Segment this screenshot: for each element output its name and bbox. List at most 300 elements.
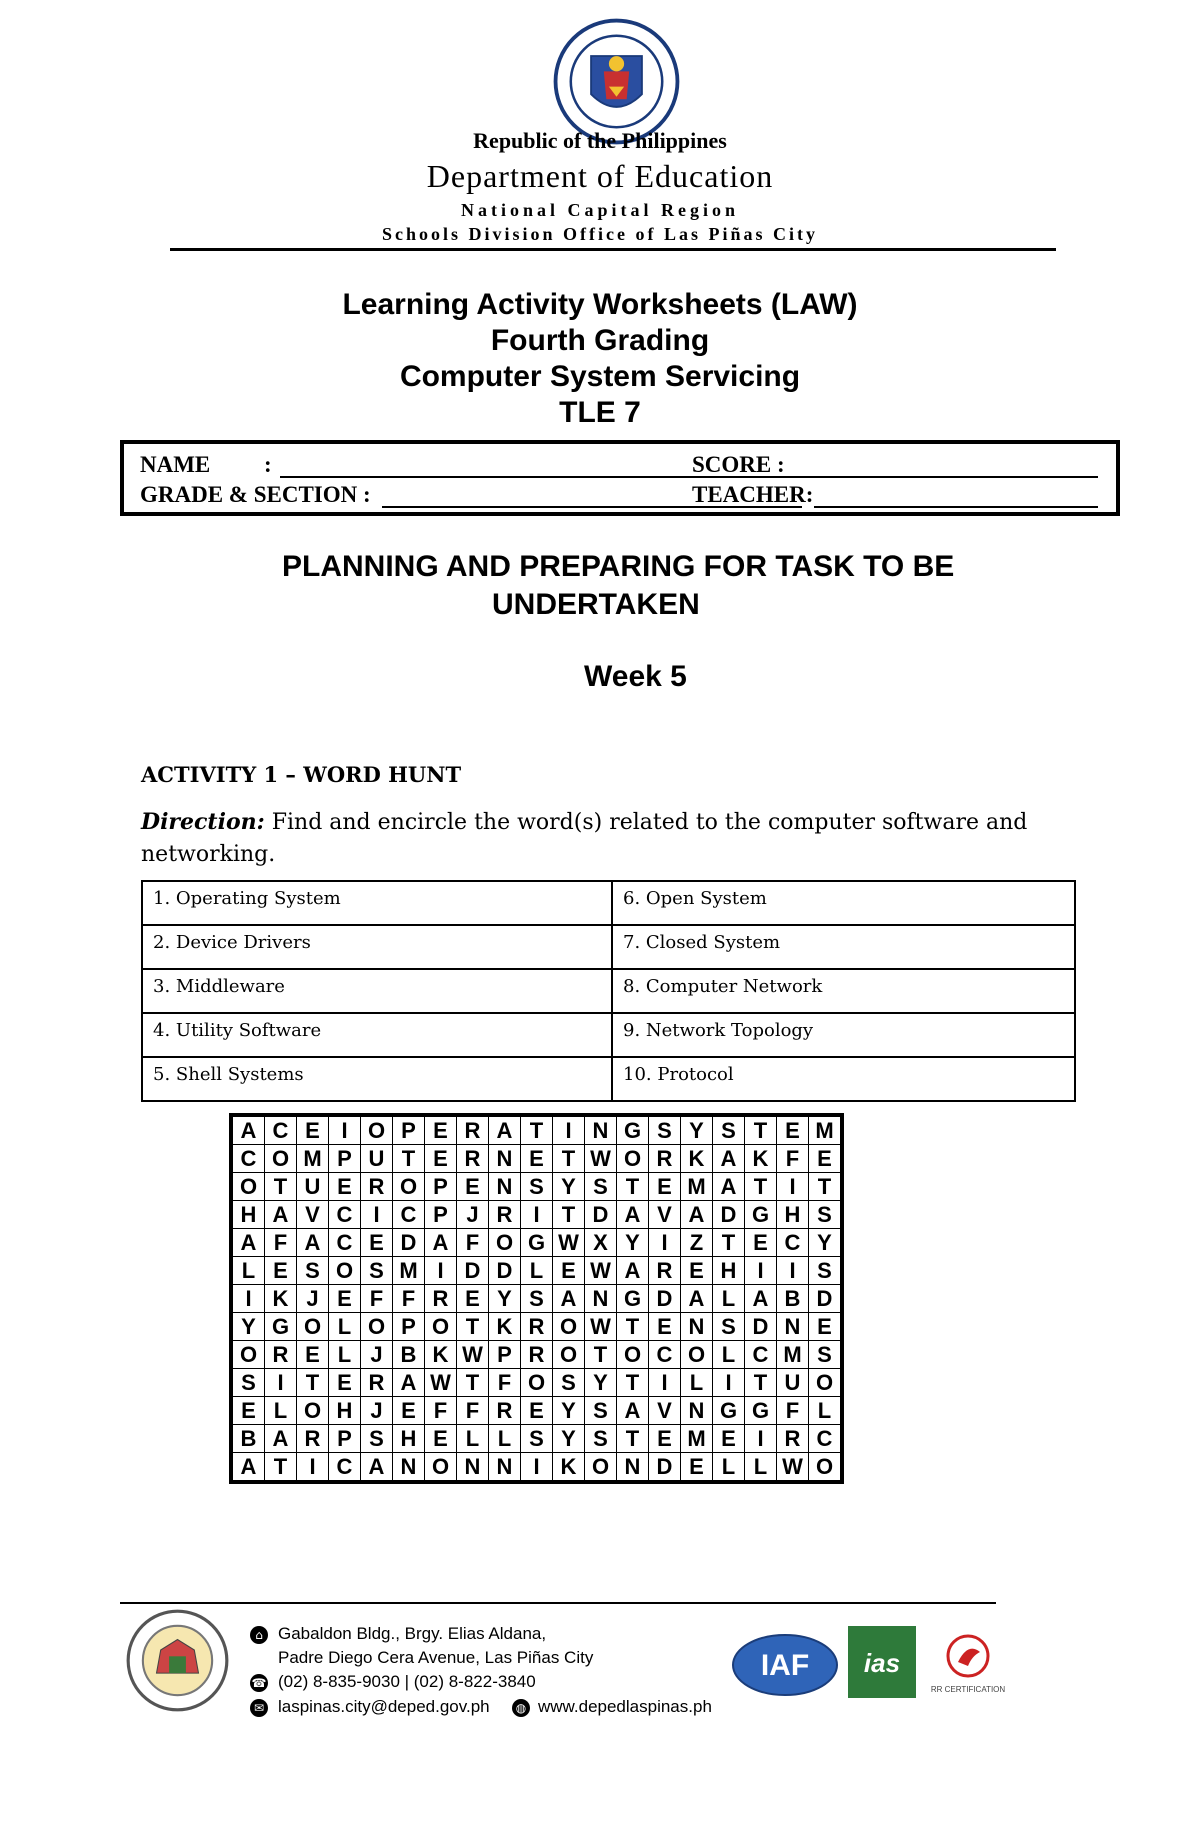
grid-letter-cell[interactable]: I — [521, 1453, 553, 1483]
worksheet-title: Learning Activity Worksheets (LAW) — [342, 288, 858, 321]
grid-letter-cell[interactable]: T — [457, 1313, 489, 1341]
grid-letter-cell[interactable]: M — [681, 1425, 713, 1453]
grid-letter-cell[interactable]: I — [329, 1115, 361, 1145]
grid-letter-cell[interactable]: O — [681, 1341, 713, 1369]
grid-letter-cell[interactable]: C — [745, 1341, 777, 1369]
grid-letter-cell[interactable]: I — [521, 1201, 553, 1229]
grid-letter-cell[interactable]: I — [713, 1369, 745, 1397]
grid-letter-cell[interactable]: Z — [681, 1229, 713, 1257]
grid-row — [231, 1369, 842, 1397]
grid-letter-cell[interactable]: J — [297, 1285, 329, 1313]
grid-letter-cell[interactable]: R — [297, 1425, 329, 1453]
grid-letter-cell[interactable]: O — [231, 1173, 265, 1201]
grid-letter-cell[interactable]: K — [553, 1453, 585, 1483]
grid-letter-cell[interactable]: H — [393, 1425, 425, 1453]
grid-letter-cell[interactable]: E — [329, 1173, 361, 1201]
grid-letter-cell[interactable]: D — [745, 1313, 777, 1341]
grid-letter-cell[interactable]: L — [713, 1285, 745, 1313]
grid-letter-cell[interactable]: S — [521, 1425, 553, 1453]
grid-letter-cell[interactable]: I — [777, 1257, 809, 1285]
grid-letter-cell[interactable]: E — [457, 1173, 489, 1201]
grid-letter-cell[interactable]: O — [521, 1369, 553, 1397]
grid-letter-cell[interactable]: T — [265, 1173, 297, 1201]
grid-letter-cell[interactable]: L — [231, 1257, 265, 1285]
grid-letter-cell[interactable]: C — [329, 1453, 361, 1483]
grid-letter-cell[interactable]: S — [809, 1257, 843, 1285]
grid-letter-cell[interactable]: K — [265, 1285, 297, 1313]
ias-logo-text: ias — [863, 1648, 901, 1678]
grid-row — [231, 1173, 842, 1201]
grid-letter-cell[interactable]: S — [585, 1425, 617, 1453]
grid-letter-cell[interactable]: A — [231, 1115, 265, 1145]
grid-letter-cell[interactable]: C — [809, 1425, 843, 1453]
grid-letter-cell[interactable]: H — [231, 1201, 265, 1229]
grid-row — [231, 1397, 842, 1425]
grid-letter-cell[interactable]: G — [745, 1397, 777, 1425]
grid-letter-cell[interactable]: K — [425, 1341, 457, 1369]
grid-letter-cell[interactable]: I — [297, 1453, 329, 1483]
grid-letter-cell[interactable]: S — [809, 1201, 843, 1229]
word-list-item: 5. Shell Systems — [142, 1057, 612, 1101]
grid-letter-cell[interactable]: J — [361, 1341, 393, 1369]
direction-label: Direction: — [141, 809, 265, 835]
grid-letter-cell[interactable]: O — [265, 1145, 297, 1173]
grid-letter-cell[interactable]: F — [777, 1145, 809, 1173]
grid-letter-cell[interactable]: O — [617, 1145, 649, 1173]
rr-certification-logo — [928, 1632, 1008, 1698]
teacher-field[interactable] — [814, 506, 1098, 508]
grid-letter-cell[interactable]: E — [393, 1397, 425, 1425]
grid-letter-cell[interactable]: M — [777, 1341, 809, 1369]
grid-letter-cell[interactable]: Y — [553, 1397, 585, 1425]
grid-letter-cell[interactable]: K — [681, 1145, 713, 1173]
grid-letter-cell[interactable]: M — [297, 1145, 329, 1173]
grid-letter-cell[interactable]: W — [585, 1257, 617, 1285]
grid-letter-cell[interactable]: O — [553, 1341, 585, 1369]
grid-letter-cell[interactable]: U — [777, 1369, 809, 1397]
grid-letter-cell[interactable]: T — [393, 1145, 425, 1173]
topic-heading-line2: UNDERTAKEN — [492, 588, 700, 621]
word-list-row — [142, 925, 1075, 969]
grid-letter-cell[interactable]: R — [457, 1115, 489, 1145]
grid-letter-cell[interactable]: E — [681, 1453, 713, 1483]
grid-letter-cell[interactable]: T — [521, 1115, 553, 1145]
grid-letter-cell[interactable]: L — [457, 1425, 489, 1453]
grid-letter-cell[interactable]: L — [745, 1453, 777, 1483]
deped-seal-logo — [553, 18, 680, 145]
grid-letter-cell[interactable]: G — [617, 1115, 649, 1145]
grid-letter-cell[interactable]: V — [649, 1201, 681, 1229]
grid-letter-cell[interactable]: D — [713, 1201, 745, 1229]
grid-letter-cell[interactable]: L — [329, 1341, 361, 1369]
grid-letter-cell[interactable]: N — [489, 1453, 521, 1483]
footer-phone: (02) 8-835-9030 | (02) 8-822-3840 — [278, 1672, 536, 1691]
grid-letter-cell[interactable]: H — [329, 1397, 361, 1425]
grid-letter-cell[interactable]: A — [231, 1453, 265, 1483]
grid-letter-cell[interactable]: E — [777, 1115, 809, 1145]
grid-letter-cell[interactable]: A — [713, 1173, 745, 1201]
grid-letter-cell[interactable]: Y — [617, 1229, 649, 1257]
grid-row — [231, 1257, 842, 1285]
grid-letter-cell[interactable]: A — [617, 1257, 649, 1285]
grid-letter-cell[interactable]: L — [521, 1257, 553, 1285]
region-heading: National Capital Region — [460, 200, 739, 220]
grid-letter-cell[interactable]: S — [585, 1173, 617, 1201]
grid-letter-cell[interactable]: D — [649, 1453, 681, 1483]
grid-letter-cell[interactable]: O — [489, 1229, 521, 1257]
grid-letter-cell[interactable]: F — [265, 1229, 297, 1257]
grid-letter-cell[interactable]: O — [361, 1115, 393, 1145]
footer-email[interactable]: laspinas.city@deped.gov.ph — [278, 1697, 490, 1716]
grid-letter-cell[interactable]: L — [265, 1397, 297, 1425]
grid-letter-cell[interactable]: D — [457, 1257, 489, 1285]
grid-letter-cell[interactable]: S — [809, 1341, 843, 1369]
grid-letter-cell[interactable]: A — [489, 1115, 521, 1145]
grid-letter-cell[interactable]: A — [361, 1453, 393, 1483]
grid-letter-cell[interactable]: F — [425, 1397, 457, 1425]
word-list-item: 8. Computer Network — [612, 969, 1075, 1013]
grid-letter-cell[interactable]: E — [681, 1257, 713, 1285]
grid-letter-cell[interactable]: T — [457, 1369, 489, 1397]
grid-letter-cell[interactable]: H — [713, 1257, 745, 1285]
grid-letter-cell[interactable]: O — [361, 1313, 393, 1341]
grid-letter-cell[interactable]: E — [425, 1145, 457, 1173]
grid-letter-cell[interactable]: O — [585, 1453, 617, 1483]
grid-letter-cell[interactable]: O — [553, 1313, 585, 1341]
grid-letter-cell[interactable]: T — [713, 1229, 745, 1257]
grid-letter-cell[interactable]: U — [297, 1173, 329, 1201]
footer-website[interactable]: www.depedlaspinas.ph — [538, 1697, 712, 1716]
grid-letter-cell[interactable]: B — [777, 1285, 809, 1313]
grid-letter-cell[interactable]: E — [649, 1313, 681, 1341]
grid-letter-cell[interactable]: I — [231, 1285, 265, 1313]
grid-letter-cell[interactable]: G — [521, 1229, 553, 1257]
grid-letter-cell[interactable]: S — [361, 1257, 393, 1285]
grid-letter-cell[interactable]: Y — [231, 1313, 265, 1341]
grid-letter-cell[interactable]: N — [457, 1453, 489, 1483]
grid-letter-cell[interactable]: W — [425, 1369, 457, 1397]
grid-letter-cell[interactable]: I — [745, 1425, 777, 1453]
grade-section-label: GRADE & SECTION : — [140, 482, 371, 507]
grid-letter-cell[interactable]: O — [329, 1257, 361, 1285]
grid-letter-cell[interactable]: O — [425, 1453, 457, 1483]
grid-letter-cell[interactable]: O — [809, 1453, 843, 1483]
grid-letter-cell[interactable]: R — [521, 1341, 553, 1369]
grid-letter-cell[interactable]: V — [649, 1397, 681, 1425]
grid-letter-cell[interactable]: E — [649, 1173, 681, 1201]
grid-letter-cell[interactable]: P — [329, 1425, 361, 1453]
grid-letter-cell[interactable]: L — [809, 1397, 843, 1425]
grid-letter-cell[interactable]: T — [585, 1341, 617, 1369]
grid-letter-cell[interactable]: I — [553, 1115, 585, 1145]
grid-letter-cell[interactable]: S — [521, 1173, 553, 1201]
grid-letter-cell[interactable]: A — [713, 1145, 745, 1173]
footer-divider — [120, 1602, 996, 1604]
grid-letter-cell[interactable]: L — [681, 1369, 713, 1397]
grid-letter-cell[interactable]: A — [393, 1369, 425, 1397]
grid-row — [231, 1229, 842, 1257]
grading-title: Fourth Grading — [490, 324, 710, 357]
word-list-item: 4. Utility Software — [142, 1013, 612, 1057]
grid-letter-cell[interactable]: G — [265, 1313, 297, 1341]
word-list-row — [142, 1057, 1075, 1101]
word-list-item: 3. Middleware — [142, 969, 612, 1013]
grid-letter-cell[interactable]: P — [393, 1313, 425, 1341]
grid-letter-cell[interactable]: D — [809, 1285, 843, 1313]
grid-letter-cell[interactable]: Y — [553, 1173, 585, 1201]
grid-letter-cell[interactable]: M — [809, 1115, 843, 1145]
word-list-item: 9. Network Topology — [612, 1013, 1075, 1057]
grid-letter-cell[interactable]: I — [425, 1257, 457, 1285]
grid-letter-cell[interactable]: K — [745, 1145, 777, 1173]
grid-letter-cell[interactable]: T — [265, 1453, 297, 1483]
grid-letter-cell[interactable]: S — [231, 1369, 265, 1397]
grid-letter-cell[interactable]: C — [329, 1201, 361, 1229]
grid-letter-cell[interactable]: R — [521, 1313, 553, 1341]
score-label: SCORE : — [692, 452, 785, 477]
grid-letter-cell[interactable]: B — [393, 1341, 425, 1369]
grid-letter-cell[interactable]: A — [231, 1229, 265, 1257]
week-label: Week 5 — [584, 660, 687, 693]
grid-letter-cell[interactable]: M — [681, 1173, 713, 1201]
grid-letter-cell[interactable]: I — [265, 1369, 297, 1397]
grid-letter-cell[interactable]: N — [585, 1285, 617, 1313]
grid-letter-cell[interactable]: P — [329, 1145, 361, 1173]
grid-letter-cell[interactable]: A — [617, 1201, 649, 1229]
grid-letter-cell[interactable]: U — [361, 1145, 393, 1173]
grid-row — [231, 1341, 842, 1369]
grid-letter-cell[interactable]: A — [553, 1285, 585, 1313]
grid-letter-cell[interactable]: I — [745, 1257, 777, 1285]
grid-letter-cell[interactable]: J — [361, 1397, 393, 1425]
grid-letter-cell[interactable]: A — [681, 1285, 713, 1313]
grid-letter-cell[interactable]: E — [297, 1115, 329, 1145]
grid-letter-cell[interactable]: W — [777, 1453, 809, 1483]
grid-letter-cell[interactable]: S — [713, 1115, 745, 1145]
grid-letter-cell[interactable]: P — [393, 1115, 425, 1145]
grid-letter-cell[interactable]: R — [489, 1397, 521, 1425]
iaf-logo — [730, 1632, 840, 1698]
grid-letter-cell[interactable]: R — [425, 1285, 457, 1313]
grid-letter-cell[interactable]: E — [425, 1115, 457, 1145]
grid-letter-cell[interactable]: E — [809, 1313, 843, 1341]
grid-letter-cell[interactable]: N — [393, 1453, 425, 1483]
subject-title: Computer System Servicing — [399, 360, 801, 393]
grid-letter-cell[interactable]: F — [777, 1397, 809, 1425]
grid-letter-cell[interactable]: R — [489, 1201, 521, 1229]
grid-letter-cell[interactable]: N — [489, 1145, 521, 1173]
grid-letter-cell[interactable]: S — [713, 1313, 745, 1341]
word-list-item: 1. Operating System — [142, 881, 612, 925]
grid-letter-cell[interactable]: P — [489, 1341, 521, 1369]
grid-letter-cell[interactable]: S — [361, 1425, 393, 1453]
grid-letter-cell[interactable]: H — [777, 1201, 809, 1229]
grid-letter-cell[interactable]: O — [393, 1173, 425, 1201]
header-divider — [170, 248, 1056, 251]
grid-letter-cell[interactable]: V — [297, 1201, 329, 1229]
grid-letter-cell[interactable]: S — [649, 1115, 681, 1145]
grid-letter-cell[interactable]: T — [809, 1173, 843, 1201]
grid-letter-cell[interactable]: A — [265, 1425, 297, 1453]
grid-row — [231, 1425, 842, 1453]
grid-letter-cell[interactable]: E — [425, 1425, 457, 1453]
word-list-table — [141, 880, 1076, 1102]
grid-letter-cell[interactable]: T — [553, 1145, 585, 1173]
grid-letter-cell[interactable]: C — [329, 1229, 361, 1257]
grid-letter-cell[interactable]: E — [521, 1145, 553, 1173]
grid-letter-cell[interactable]: C — [649, 1341, 681, 1369]
grid-letter-cell[interactable]: E — [265, 1257, 297, 1285]
grid-letter-cell[interactable]: T — [617, 1173, 649, 1201]
grid-letter-cell[interactable]: O — [297, 1313, 329, 1341]
topic-heading-line1: PLANNING AND PREPARING FOR TASK TO BE — [282, 550, 955, 583]
grid-letter-cell[interactable]: E — [457, 1285, 489, 1313]
grid-letter-cell[interactable]: T — [617, 1425, 649, 1453]
grid-letter-cell[interactable]: X — [585, 1229, 617, 1257]
globe-icon: ◍ — [512, 1699, 530, 1717]
word-list-item: 7. Closed System — [612, 925, 1075, 969]
grid-letter-cell[interactable]: Y — [585, 1369, 617, 1397]
grid-letter-cell[interactable]: F — [361, 1285, 393, 1313]
grid-letter-cell[interactable]: E — [809, 1145, 843, 1173]
grid-letter-cell[interactable]: E — [745, 1229, 777, 1257]
grid-letter-cell[interactable]: T — [617, 1369, 649, 1397]
grid-letter-cell[interactable]: J — [457, 1201, 489, 1229]
grid-letter-cell[interactable]: C — [393, 1201, 425, 1229]
grid-letter-cell[interactable]: N — [777, 1313, 809, 1341]
grid-letter-cell[interactable]: E — [521, 1397, 553, 1425]
grid-letter-cell[interactable]: F — [457, 1397, 489, 1425]
rr-logo-text: RR CERTIFICATION — [930, 1685, 1006, 1694]
grid-letter-cell[interactable]: E — [713, 1425, 745, 1453]
grid-letter-cell[interactable]: I — [361, 1201, 393, 1229]
grid-letter-cell[interactable]: R — [457, 1145, 489, 1173]
grid-letter-cell[interactable]: N — [489, 1173, 521, 1201]
grid-letter-cell[interactable]: R — [649, 1145, 681, 1173]
grid-letter-cell[interactable]: N — [585, 1115, 617, 1145]
grid-letter-cell[interactable]: P — [425, 1173, 457, 1201]
grid-letter-cell[interactable]: O — [297, 1397, 329, 1425]
grid-letter-cell[interactable]: S — [553, 1369, 585, 1397]
grid-letter-cell[interactable]: I — [649, 1229, 681, 1257]
grid-letter-cell[interactable]: Y — [681, 1115, 713, 1145]
grid-letter-cell[interactable]: O — [809, 1369, 843, 1397]
grid-letter-cell[interactable]: N — [681, 1397, 713, 1425]
score-field[interactable] — [788, 476, 1098, 478]
grid-letter-cell[interactable]: B — [231, 1425, 265, 1453]
grid-letter-cell[interactable]: L — [713, 1453, 745, 1483]
grid-letter-cell[interactable]: C — [777, 1229, 809, 1257]
grid-letter-cell[interactable]: G — [713, 1397, 745, 1425]
grid-letter-cell[interactable]: D — [489, 1257, 521, 1285]
grid-letter-cell[interactable]: T — [745, 1173, 777, 1201]
grid-row — [231, 1313, 842, 1341]
grid-letter-cell[interactable]: W — [585, 1145, 617, 1173]
grid-letter-cell[interactable]: S — [521, 1285, 553, 1313]
grid-letter-cell[interactable]: O — [617, 1341, 649, 1369]
word-list-item: 10. Protocol — [612, 1057, 1075, 1101]
grid-row — [231, 1145, 842, 1173]
grid-letter-cell[interactable]: T — [297, 1369, 329, 1397]
grid-letter-cell[interactable]: A — [617, 1397, 649, 1425]
grid-letter-cell[interactable]: O — [231, 1341, 265, 1369]
grid-letter-cell[interactable]: A — [425, 1229, 457, 1257]
grid-letter-cell[interactable]: F — [489, 1369, 521, 1397]
grid-letter-cell[interactable]: Y — [809, 1229, 843, 1257]
grid-letter-cell[interactable]: D — [585, 1201, 617, 1229]
grid-letter-cell[interactable]: N — [617, 1453, 649, 1483]
grid-letter-cell[interactable]: A — [681, 1201, 713, 1229]
grid-letter-cell[interactable]: D — [393, 1229, 425, 1257]
grid-letter-cell[interactable]: F — [393, 1285, 425, 1313]
teacher-label: TEACHER: — [692, 482, 814, 507]
grid-letter-cell[interactable]: E — [329, 1369, 361, 1397]
grid-letter-cell[interactable]: W — [553, 1229, 585, 1257]
grid-letter-cell[interactable]: G — [745, 1201, 777, 1229]
grid-letter-cell[interactable]: W — [585, 1313, 617, 1341]
grid-letter-cell[interactable]: R — [649, 1257, 681, 1285]
grid-letter-cell[interactable]: N — [681, 1313, 713, 1341]
grid-letter-cell[interactable]: T — [553, 1201, 585, 1229]
grid-letter-cell[interactable]: G — [617, 1285, 649, 1313]
grid-letter-cell[interactable]: S — [585, 1397, 617, 1425]
grid-letter-cell[interactable]: I — [649, 1369, 681, 1397]
grid-letter-cell[interactable]: T — [745, 1115, 777, 1145]
grid-letter-cell[interactable]: A — [297, 1229, 329, 1257]
word-list-item: 6. Open System — [612, 881, 1075, 925]
location-icon: ⌂ — [250, 1626, 268, 1644]
grid-letter-cell[interactable]: L — [489, 1425, 521, 1453]
grid-letter-cell[interactable]: Y — [553, 1425, 585, 1453]
grid-row — [231, 1115, 842, 1145]
grid-letter-cell[interactable]: E — [649, 1425, 681, 1453]
grid-letter-cell[interactable]: A — [745, 1285, 777, 1313]
email-icon: ✉ — [250, 1699, 268, 1717]
grid-letter-cell[interactable]: E — [231, 1397, 265, 1425]
grid-letter-cell[interactable]: Y — [489, 1285, 521, 1313]
grid-letter-cell[interactable]: L — [713, 1341, 745, 1369]
grid-row — [231, 1285, 842, 1313]
grid-letter-cell[interactable]: E — [361, 1229, 393, 1257]
name-colon: : — [264, 452, 272, 477]
department-heading: Department of Education — [426, 158, 774, 194]
grid-letter-cell[interactable]: L — [329, 1313, 361, 1341]
grid-letter-cell[interactable]: C — [265, 1115, 297, 1145]
grid-letter-cell[interactable]: R — [361, 1173, 393, 1201]
grid-letter-cell[interactable]: T — [745, 1369, 777, 1397]
grid-letter-cell[interactable]: C — [231, 1145, 265, 1173]
grid-letter-cell[interactable]: F — [457, 1229, 489, 1257]
grid-letter-cell[interactable]: I — [777, 1173, 809, 1201]
grid-letter-cell[interactable]: E — [329, 1285, 361, 1313]
grid-letter-cell[interactable]: S — [297, 1257, 329, 1285]
grid-letter-cell[interactable]: R — [777, 1425, 809, 1453]
grid-letter-cell[interactable]: E — [297, 1341, 329, 1369]
grid-letter-cell[interactable]: E — [553, 1257, 585, 1285]
grid-letter-cell[interactable]: K — [489, 1313, 521, 1341]
grid-letter-cell[interactable]: M — [393, 1257, 425, 1285]
grid-letter-cell[interactable]: O — [425, 1313, 457, 1341]
grid-letter-cell[interactable]: A — [265, 1201, 297, 1229]
direction-text — [141, 806, 1081, 871]
grid-letter-cell[interactable]: W — [457, 1341, 489, 1369]
grid-letter-cell[interactable]: R — [361, 1369, 393, 1397]
division-heading: Schools Division Office of Las Piñas City — [381, 224, 818, 244]
grid-letter-cell[interactable]: T — [617, 1313, 649, 1341]
grid-letter-cell[interactable]: R — [265, 1341, 297, 1369]
grid-letter-cell[interactable]: P — [425, 1201, 457, 1229]
grid-letter-cell[interactable]: D — [649, 1285, 681, 1313]
